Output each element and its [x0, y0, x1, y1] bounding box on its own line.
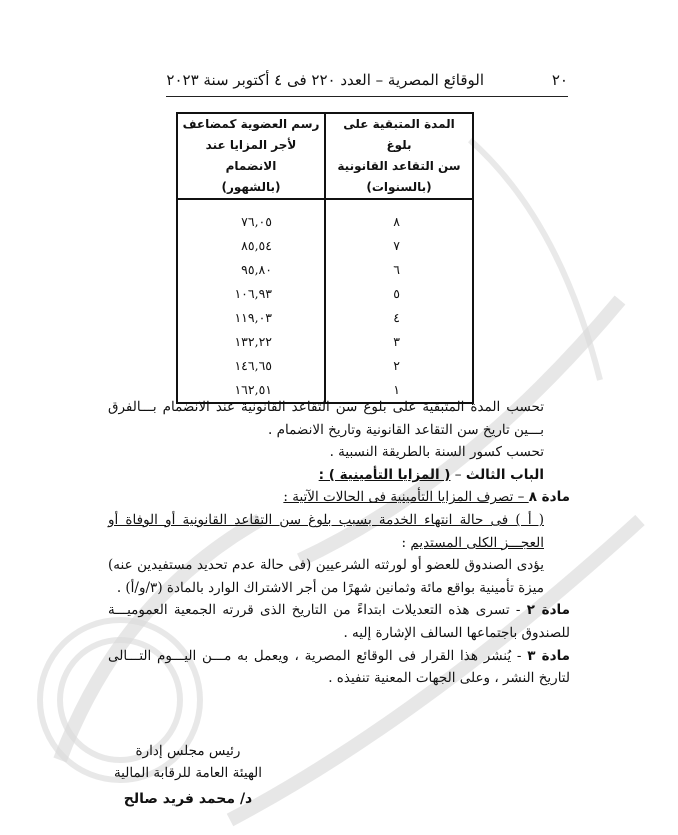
paragraph-fractions: تحسب كسور السنة بالطريقة النسبية . [329, 444, 544, 461]
cell-fee: ٩٥,٨٠ [177, 258, 325, 282]
header-rule [166, 96, 568, 97]
cell-years: ٢ [325, 354, 473, 378]
table-row [177, 234, 473, 258]
col-years-header: المدة المتبقية على بلوغ سن التقاعد القانونية (بالسنوات) [325, 113, 473, 199]
membership-fee-table [176, 112, 474, 404]
article-8: مادة ٨ – تصرف المزايا التأمينية فى الحالات الآتية : [283, 489, 570, 506]
cell-years: ٣ [325, 330, 473, 354]
cell-fee: ١٣٢,٢٢ [177, 330, 325, 354]
cell-years: ٥ [325, 282, 473, 306]
signature-name: د/ محمد فريد صالح [123, 791, 253, 807]
cell-fee: ١١٩,٠٣ [177, 306, 325, 330]
cell-fee: ١٠٦,٩٣ [177, 282, 325, 306]
table-row [177, 258, 473, 282]
cell-fee: ١٤٦,٦٥ [177, 354, 325, 378]
cell-fee: ٧٦,٠٥ [177, 199, 325, 234]
table-row [177, 282, 473, 306]
article-3: مادة ٣ - يُنشر هذا القرار فى الوقائع المصرية ، ويعمل به مـــن اليـــوم التـــالى لتاريخ النشر ، وعلى الجهات المعنية تنفيذه . [108, 647, 570, 687]
table-row [177, 306, 473, 330]
table-row [177, 354, 473, 378]
cell-years: ٦ [325, 258, 473, 282]
chapter-heading: الباب الثالث – ( المزايا التأمينية ) : [318, 466, 544, 483]
cell-years: ٨ [325, 199, 473, 234]
cell-years: ١ [325, 378, 473, 403]
paragraph-calc-method: تحسب المدة المتبقية على بلوغ سن التقاعد القانونية عند الانضمام بـــالفرق بـــين تاريخ سن التقاعد القانونية وتاريخ الانضمام . [108, 399, 544, 438]
cell-fee: ٨٥,٥٤ [177, 234, 325, 258]
item-a: ( أ ) فى حالة انتهاء الخدمة بسبب بلوغ سن التقاعد القانونية أو الوفاة أو العجـــز الكلى المستديم : [108, 511, 544, 551]
cell-years: ٤ [325, 306, 473, 330]
paragraph-benefit: يؤدى الصندوق للعضو أو لورثته الشرعيين (فى حالة عدم تحديد مستفيدين عنه) ميزة تأمينية بواقع مائة وثمانين شهرًا من أجر الاشتراك الوارد بالمادة (٣/و/أ) . [108, 557, 544, 596]
article-2: مادة ٢ - تسرى هذه التعديلات ابتداءً من التاريخ الذى قررته الجمعية العموميـــة للصندوق باجتماعها السالف الإشارة إليه . [108, 602, 570, 641]
cell-years: ٧ [325, 234, 473, 258]
signature-block [108, 740, 268, 810]
page-number: ٢٠ [551, 71, 568, 89]
gazette-title: الوقائع المصرية – العدد ٢٢٠ فى ٤ أكتوبر سنة ٢٠٢٣ [166, 71, 484, 89]
page-header [166, 68, 568, 92]
signature-title: رئيس مجلس إدارة [135, 743, 241, 759]
decree-body [108, 396, 570, 690]
cell-fee: ١٦٢,٥١ [177, 378, 325, 403]
table-row [177, 199, 473, 234]
table-row [177, 330, 473, 354]
signature-authority: الهيئة العامة للرقابة المالية [113, 765, 263, 781]
col-fee-header: رسم العضوية كمضاعف لأجر المزايا عند الانضمام (بالشهور) [177, 113, 325, 199]
